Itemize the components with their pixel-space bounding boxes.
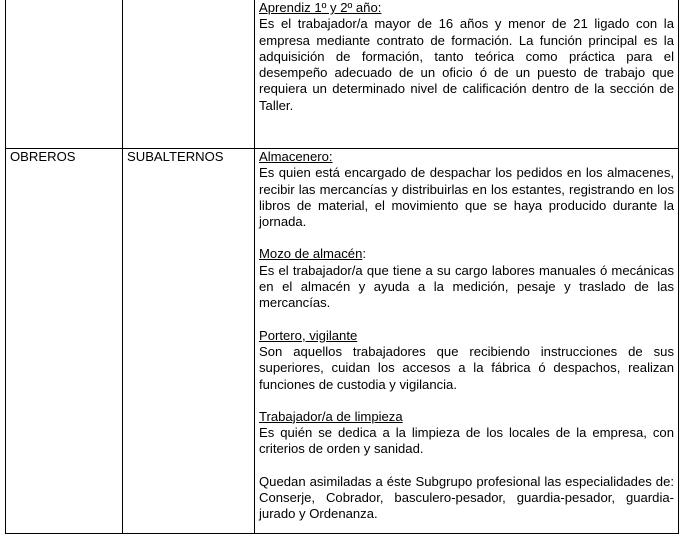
job-description: Es el trabajador/a mayor de 16 años y menor de 21 ligado con la empresa mediante contrato de formación. La función principal es la adquisición de formación, tanto teórica como práctica para el desempeño adecuado de un oficio ó de un puesto de trabajo que requiera un determinado nivel de calificación dentro de la sección de Taller.: [259, 16, 674, 113]
subgroup-cell: [123, 0, 255, 149]
job-title-suffix: :: [362, 246, 366, 262]
job-title: Aprendiz 1º y 2º año:: [259, 0, 382, 15]
job-title: Almacenero:: [259, 149, 333, 164]
job-entry-portero: [259, 328, 674, 393]
job-classification-table: [5, 0, 679, 534]
job-entry-limpieza: [259, 409, 674, 458]
note-text: Quedan asimiladas a éste Subgrupo profesional las especialidades de: Conserje, Cobrador, basculero-pesador, guardia-pesador, guardia-jurado y Ordenanza.: [259, 473, 674, 522]
job-entry-almacenero: [259, 149, 674, 230]
job-description: Es quien está encargado de despachar los pedidos en los almacenes, recibir las mercancías y distribuirlas en los estantes, registrando en los libros de material, el movimiento que se haya producido durante la jornada.: [259, 165, 674, 230]
table-row: [6, 149, 679, 534]
assimilated-specialties-note: [259, 474, 674, 523]
job-entry-mozo-almacen: [259, 246, 674, 311]
job-description: Son aquellos trabajadores que recibiendo instrucciones de sus superiores, cuidan los accesos a la fábrica ó despachos, realizan funciones de custodia y vigilancia.: [259, 343, 674, 392]
description-cell: [255, 0, 679, 149]
description-cell: [255, 149, 679, 534]
job-title: Portero, vigilante: [259, 327, 358, 343]
job-description: Es quién se dedica a la limpieza de los locales de la empresa, con criterios de orden y sanidad.: [259, 425, 674, 457]
job-description: Es el trabajador/a que tiene a su cargo labores manuales ó mecánicas en el almacén y ayuda a la medición, pesaje y traslado de las mercancías.: [259, 262, 674, 311]
job-title: Mozo de almacén: [259, 246, 363, 262]
group-cell: [6, 0, 123, 149]
subgroup-cell: SUBALTERNOS: [123, 149, 255, 534]
table-row: [6, 0, 679, 149]
group-cell: OBREROS: [6, 149, 123, 534]
job-title: Trabajador/a de limpieza: [259, 408, 403, 424]
job-entry-aprendiz: [259, 0, 674, 114]
